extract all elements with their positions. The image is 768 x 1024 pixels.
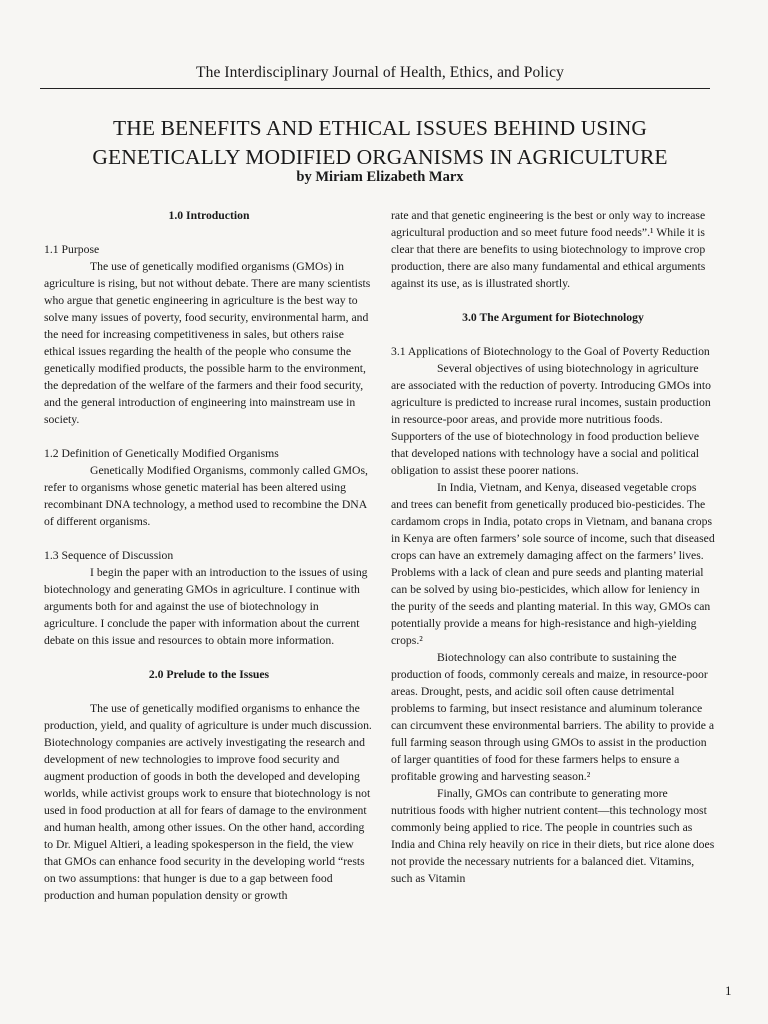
- subsection-heading-purpose: 1.1 Purpose: [44, 243, 100, 256]
- header-rule: [40, 88, 710, 89]
- paragraph-sequence: I begin the paper with an introduction to the issues of using biotechnology and generating GMOs in agriculture. I continue with arguments both for and against the use of biotechnology in agriculture. I conclude the paper with information about the current debate on this issue and resources to obtain more information.: [44, 566, 368, 647]
- author-byline: by Miriam Elizabeth Marx: [296, 169, 464, 185]
- title-line-1: THE BENEFITS AND ETHICAL ISSUES BEHIND USING: [113, 116, 647, 140]
- subsection-heading-sequence: 1.3 Sequence of Discussion: [44, 549, 174, 562]
- paragraph-applications-3: Biotechnology can also contribute to sustaining the production of foods, commonly cereals and maize, in resource-poor areas. Drought, pests, and acidic soil often cause detrimental problems to farming, but insect resistance and aluminum tolerance can circumvent these environmental barriers. The ability to provide a full farming season through using GMOs to assist in the production of larger quantities of food for these farmers helps to ensure a profitable growing and harvesting season.²: [391, 651, 715, 783]
- left-column: [44, 207, 374, 904]
- journal-name: The Interdisciplinary Journal of Health, Ethics, and Policy: [196, 64, 564, 81]
- paragraph-prelude-continued: rate and that genetic engineering is the best or only way to increase agricultural production and so meet future food needs”.¹ While it is clear that there are benefits to using biotechnology to improve crop production, there are also many fundamental and ethical arguments against its use, as is illustrated shortly.: [391, 209, 706, 290]
- subsection-heading-applications: 3.1 Applications of Biotechnology to the Goal of Poverty Reduction: [391, 345, 710, 358]
- section-heading-introduction: 1.0 Introduction: [168, 209, 250, 222]
- article-title: [40, 114, 720, 172]
- subsection-heading-definition: 1.2 Definition of Genetically Modified Organisms: [44, 447, 279, 460]
- page-number: 1: [725, 983, 732, 998]
- paragraph-purpose: The use of genetically modified organisms (GMOs) in agriculture is rising, but not without debate. There are many scientists who argue that genetic engineering in agriculture is the best way to solve many issues of poverty, food security, environmental harm, and the need for increasing competitiveness in sales, but others raise ethical issues regarding the health of the people who consume the genetically modified products, the possible harm to the environment, the depredation of the welfare of the farmers and their food security, and the general introduction of engineering into mainstream use in society.: [44, 260, 371, 426]
- paragraph-prelude: The use of genetically modified organisms to enhance the production, yield, and quality of agriculture is under much discussion. Biotechnology companies are actively investigating the research and development of new technologies to improve food security and augment production of goods in both the developed and developing worlds, while activist groups work to ensure that biotechnology is not used in food production at all for fears of damage to the environment and human health, among other issues. On the other hand, according to Dr. Miguel Altieri, a leading spokesperson in the field, the view that GMOs can enhance food security in the developing world “rests on two assumptions: that hunger is due to a gap between food production and human population density or growth: [44, 702, 372, 902]
- section-heading-prelude: 2.0 Prelude to the Issues: [148, 668, 270, 681]
- paragraph-applications-2: In India, Vietnam, and Kenya, diseased vegetable crops and trees can benefit from genetically produced bio-pesticides. The cardamom crops in India, potato crops in Vietnam, and banana crops in Kenya are often farmers’ sole source of income, such that diseased crops can have an extremely damaging affect on the farmers’ lives. Problems with a lack of clean and pure seeds and planting material can be solved by using bio-pesticides, which allow for leniency in the purity of the seeds and planting material. In this way, GMOs can potentially provide a means for high-resistance and high-yielding crops.²: [391, 481, 715, 647]
- section-heading-argument: 3.0 The Argument for Biotechnology: [462, 311, 644, 324]
- paragraph-definition: Genetically Modified Organisms, commonly called GMOs, refer to organisms whose genetic material has been altered using recombinant DNA technology, a method used to recombine the DNA of different organisms.: [44, 464, 368, 528]
- title-line-2: GENETICALLY MODIFIED ORGANISMS IN AGRICULTURE: [92, 145, 668, 169]
- paragraph-applications-1: Several objectives of using biotechnology in agriculture are associated with the reduction of poverty. Introducing GMOs into agriculture is predicted to increase rural incomes, sustain production in resource-poor areas, and provide more nutritious foods. Supporters of the use of biotechnology in food production believe that developed nations with technology have a social and political obligation to assist these poorer nations.: [391, 362, 711, 477]
- right-column: [391, 207, 715, 887]
- paragraph-applications-4: Finally, GMOs can contribute to generating more nutritious foods with higher nutrient content—this technology most commonly being applied to rice. The people in countries such as India and China rely heavily on rice in their diets, but rice alone does not provide the necessary nutrients for a balanced diet. Vitamins, such as Vitamin: [391, 787, 715, 885]
